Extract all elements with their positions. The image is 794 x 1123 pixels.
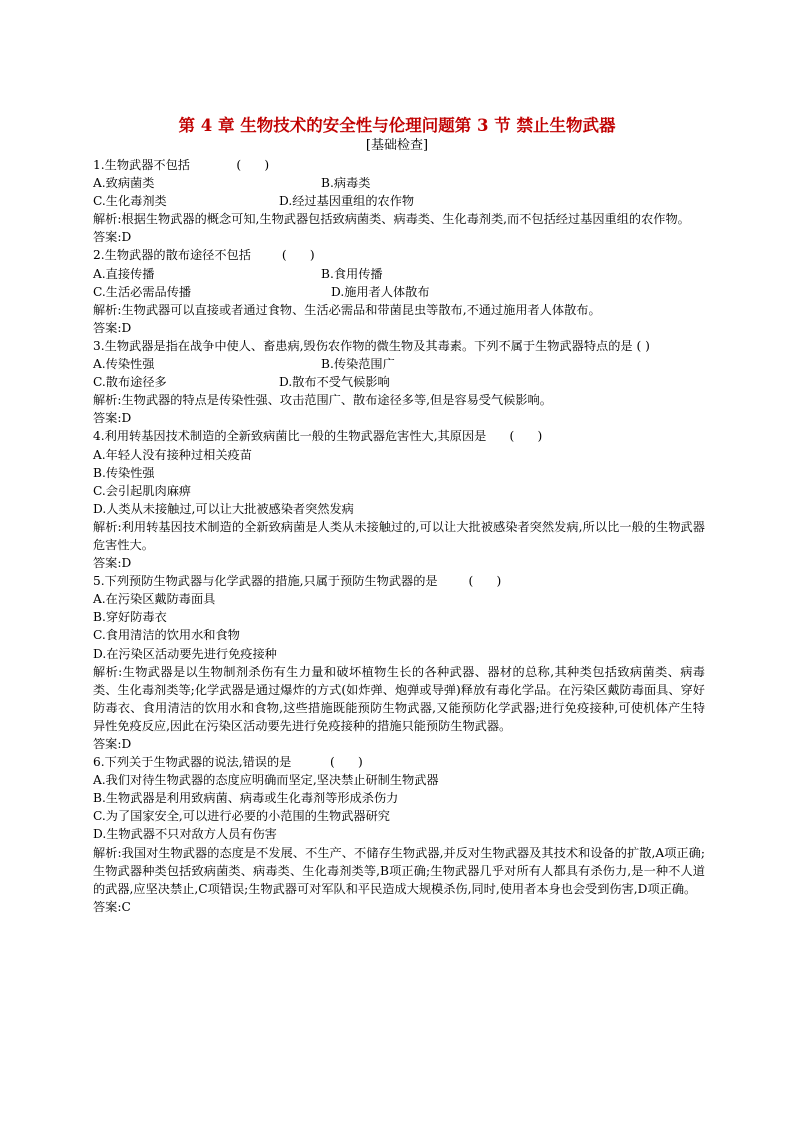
option-b: B.食用传播 — [321, 266, 383, 281]
question-stem: 4.利用转基因技术制造的全新致病菌比一般的生物武器危害性大,其原因是 ( ) — [93, 429, 543, 444]
option-a: A.直接传播 — [93, 266, 155, 281]
question-2 — [93, 246, 705, 336]
option-a: A.致病菌类 — [93, 176, 155, 191]
question-stem: 5.下列预防生物武器与化学武器的措施,只属于预防生物武器的是 ( ) — [93, 574, 502, 589]
question-list — [93, 156, 705, 916]
option-c: C.散布途径多 — [93, 375, 167, 390]
question-6 — [93, 753, 705, 916]
question-1 — [93, 156, 705, 246]
option-c: C.为了国家安全,可以进行必要的小范围的生物武器研究 — [93, 809, 390, 824]
analysis-text: 解析:我国对生物武器的态度是不发展、不生产、不储存生物武器,并反对生物武器及其技术和设备的扩散,A项正确;生物武器种类包括致病菌类、病毒类、生化毒剂类等,B项正确;生物武器几乎对所有人都具有杀伤力,是一种不人道的武器,应坚决禁止,C项错误;生物武器可对军队和平民造成大规模杀伤,同时,使用者本身也会受到伤害,D项正确。 — [93, 845, 705, 896]
option-c: C.会引起肌肉麻痹 — [93, 483, 192, 498]
analysis-text: 解析:生物武器的特点是传染性强、攻击范围广、散布途径多等,但是容易受气候影响。 — [93, 393, 552, 408]
option-a: A.我们对待生物武器的态度应明确而坚定,坚决禁止研制生物武器 — [93, 773, 439, 788]
analysis-text: 解析:利用转基因技术制造的全新致病菌是人类从未接触过的,可以让大批被感染者突然发病,所以比一般的生物武器危害性大。 — [93, 519, 705, 552]
section-heading: [基础检查] — [365, 138, 429, 153]
answer-text: 答案:D — [93, 411, 132, 426]
option-row — [93, 283, 705, 301]
option-d: D.在污染区活动要先进行免疫接种 — [93, 646, 277, 661]
option-d: D.人类从未接触过,可以让大批被感染者突然发病 — [93, 501, 354, 516]
option-row — [93, 192, 705, 210]
option-a: A.年轻人没有接种过相关疫苗 — [93, 447, 252, 462]
question-stem: 6.下列关于生物武器的说法,错误的是 ( ) — [93, 755, 363, 770]
answer-text: 答案:D — [93, 556, 132, 571]
option-d: D.散布不受气候影响 — [279, 375, 390, 390]
chapter-title: 第 4 章 生物技术的安全性与伦理问题第 3 节 禁止生物武器 — [178, 116, 616, 135]
option-d: D.经过基因重组的农作物 — [279, 194, 415, 209]
answer-text: 答案:D — [93, 737, 132, 751]
option-d: D.生物武器不只对敌方人员有伤害 — [93, 827, 277, 842]
question-5 — [93, 572, 705, 753]
option-a: A.在污染区戴防毒面具 — [93, 592, 216, 607]
answer-text: 答案:D — [93, 320, 132, 335]
answer-text: 答案:C — [93, 899, 131, 914]
answer-text: 答案:D — [93, 230, 132, 245]
option-b: B.传染性强 — [93, 465, 155, 480]
question-3 — [93, 337, 705, 427]
question-4 — [93, 427, 705, 572]
option-b: B.传染范围广 — [321, 357, 395, 372]
option-b: B.病毒类 — [321, 176, 371, 191]
option-d: D.施用者人体散布 — [331, 284, 430, 299]
option-row — [93, 174, 705, 192]
option-b: B.穿好防毒衣 — [93, 610, 167, 625]
option-a: A.传染性强 — [93, 357, 155, 372]
option-c: C.食用清洁的饮用水和食物 — [93, 628, 240, 643]
option-row — [93, 355, 705, 373]
analysis-text: 解析:生物武器可以直接或者通过食物、生活必需品和带菌昆虫等散布,不通过施用者人体散布。 — [93, 302, 601, 317]
option-b: B.生物武器是利用致病菌、病毒或生化毒剂等形成杀伤力 — [93, 791, 399, 806]
option-row — [93, 265, 705, 283]
option-c: C.生化毒剂类 — [93, 194, 167, 209]
question-stem: 2.生物武器的散布途径不包括 ( ) — [93, 248, 315, 263]
option-row — [93, 373, 705, 391]
question-stem: 1.生物武器不包括 ( ) — [93, 158, 270, 172]
analysis-text: 解析:生物武器是以生物制剂杀伤有生力量和破坏植物生长的各种武器、器材的总称,其种类包括致病菌类、病毒类、生化毒剂类等;化学武器是通过爆炸的方式(如炸弹、炮弹或导弹)释放有毒化学品。在污染区戴防毒面具、穿好防毒衣、食用清洁的饮用水和食物,这些措施既能预防生物武器,又能预防化学武器;进行免疫接种,可使机体产生特异性免疫反应,因此在污染区活动要先进行免疫接种的措施只能预防生物武器。 — [93, 664, 705, 733]
option-c: C.生活必需品传播 — [93, 284, 192, 299]
question-stem: 3.生物武器是指在战争中使人、畜患病,毁伤农作物的微生物及其毒素。下列不属于生物武器特点的是 ( ) — [93, 338, 650, 353]
analysis-text: 解析:根据生物武器的概念可知,生物武器包括致病菌类、病毒类、生化毒剂类,而不包括经过基因重组的农作物。 — [93, 212, 690, 227]
